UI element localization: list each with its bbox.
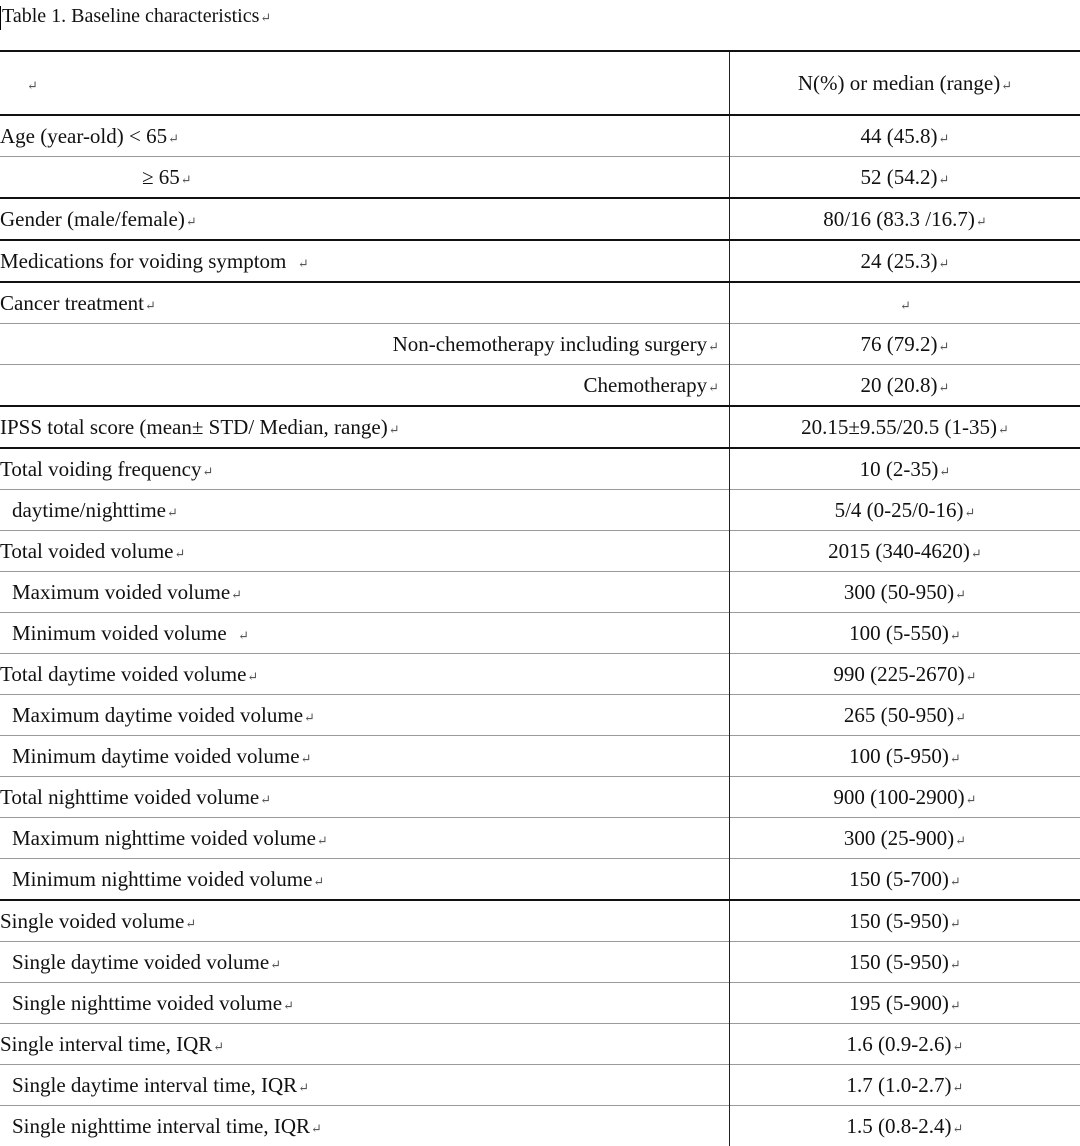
row-label: Maximum nighttime voided volume	[12, 826, 316, 850]
row-value-cell	[730, 777, 1080, 818]
paragraph-mark-icon: ↵	[966, 669, 977, 684]
row-value: 1.6 (0.9-2.6)	[847, 1032, 952, 1056]
row-value-cell	[730, 736, 1080, 777]
paragraph-mark-icon: ↵	[298, 256, 309, 271]
row-label: Maximum voided volume	[12, 580, 230, 604]
paragraph-mark-icon: ↵	[260, 10, 271, 25]
row-label-cell	[0, 613, 730, 654]
row-label-cell	[0, 115, 730, 157]
row-value: 900 (100-2900)	[833, 785, 964, 809]
paragraph-mark-icon: ↵	[998, 422, 1009, 437]
row-label-cell	[0, 859, 730, 901]
caption-text: Table 1. Baseline characteristics	[2, 5, 259, 27]
table-row	[0, 1024, 1080, 1065]
row-value-cell	[730, 198, 1080, 240]
paragraph-mark-icon: ↵	[298, 1080, 309, 1095]
row-label-cell	[0, 531, 730, 572]
table-row	[0, 572, 1080, 613]
row-value-cell	[730, 900, 1080, 942]
row-label: Cancer treatment	[0, 291, 144, 315]
row-label: Non-chemotherapy including surgery	[393, 332, 708, 356]
paragraph-mark-icon: ↵	[955, 833, 966, 848]
row-value: 76 (79.2)	[861, 332, 938, 356]
row-value-cell	[730, 695, 1080, 736]
paragraph-mark-icon: ↵	[953, 1080, 964, 1095]
paragraph-mark-icon: ↵	[939, 131, 950, 146]
row-value: 44 (45.8)	[861, 124, 938, 148]
paragraph-mark-icon: ↵	[27, 78, 38, 93]
row-label-cell	[0, 942, 730, 983]
table-row	[0, 282, 1080, 324]
row-label: Single daytime interval time, IQR	[12, 1073, 297, 1097]
table-row	[0, 448, 1080, 490]
header-label-cell	[0, 51, 730, 115]
row-value: 195 (5-900)	[849, 991, 949, 1015]
paragraph-mark-icon: ↵	[950, 751, 961, 766]
table-row	[0, 1106, 1080, 1146]
row-label-cell	[0, 654, 730, 695]
row-value-cell	[730, 1065, 1080, 1106]
paragraph-mark-icon: ↵	[965, 505, 976, 520]
row-value: 5/4 (0-25/0-16)	[835, 498, 964, 522]
table-header-row	[0, 51, 1080, 115]
paragraph-mark-icon: ↵	[270, 957, 281, 972]
row-value: 80/16 (83.3 /16.7)	[823, 207, 975, 231]
text-cursor	[0, 6, 1, 30]
row-label: Minimum nighttime voided volume	[12, 867, 312, 891]
paragraph-mark-icon: ↵	[313, 874, 324, 889]
row-value: 100 (5-550)	[849, 621, 949, 645]
paragraph-mark-icon: ↵	[238, 628, 249, 643]
table-row	[0, 736, 1080, 777]
row-value: 10 (2-35)	[860, 457, 939, 481]
paragraph-mark-icon: ↵	[939, 380, 950, 395]
row-value-cell	[730, 365, 1080, 407]
paragraph-mark-icon: ↵	[971, 546, 982, 561]
row-label: Gender (male/female)	[0, 207, 185, 231]
paragraph-mark-icon: ↵	[175, 546, 186, 561]
paragraph-mark-icon: ↵	[168, 131, 179, 146]
row-label-cell	[0, 736, 730, 777]
paragraph-mark-icon: ↵	[955, 710, 966, 725]
row-label-cell	[0, 198, 730, 240]
table-row	[0, 983, 1080, 1024]
row-label-cell	[0, 777, 730, 818]
row-value: 150 (5-950)	[849, 909, 949, 933]
row-label-cell	[0, 695, 730, 736]
row-value: 1.7 (1.0-2.7)	[847, 1073, 952, 1097]
row-value: 265 (50-950)	[844, 703, 954, 727]
paragraph-mark-icon: ↵	[950, 957, 961, 972]
row-value: 24 (25.3)	[861, 249, 938, 273]
table-row	[0, 365, 1080, 407]
row-value-cell	[730, 613, 1080, 654]
row-label-cell	[0, 365, 730, 407]
row-value: 1.5 (0.8-2.4)	[847, 1114, 952, 1138]
row-label: Age (year-old) < 65	[0, 124, 167, 148]
paragraph-mark-icon: ↵	[939, 464, 950, 479]
table-row	[0, 406, 1080, 448]
row-label: Total voiding frequency	[0, 457, 201, 481]
row-value-cell	[730, 282, 1080, 324]
table-row	[0, 942, 1080, 983]
paragraph-mark-icon: ↵	[953, 1039, 964, 1054]
table-row	[0, 654, 1080, 695]
paragraph-mark-icon: ↵	[202, 464, 213, 479]
row-value-cell	[730, 324, 1080, 365]
paragraph-mark-icon: ↵	[283, 998, 294, 1013]
row-label: Total daytime voided volume	[0, 662, 246, 686]
row-label-cell	[0, 983, 730, 1024]
row-label-cell	[0, 406, 730, 448]
row-value: 2015 (340-4620)	[828, 539, 970, 563]
paragraph-mark-icon: ↵	[955, 587, 966, 602]
table-row	[0, 157, 1080, 199]
paragraph-mark-icon: ↵	[145, 298, 156, 313]
row-label: Single interval time, IQR	[0, 1032, 212, 1056]
table-row	[0, 531, 1080, 572]
row-label: Chemotherapy	[583, 373, 707, 397]
table-row	[0, 324, 1080, 365]
row-value: 52 (54.2)	[861, 165, 938, 189]
paragraph-mark-icon: ↵	[953, 1121, 964, 1136]
paragraph-mark-icon: ↵	[976, 214, 987, 229]
row-label: Single nighttime interval time, IQR	[12, 1114, 310, 1138]
row-value-cell	[730, 448, 1080, 490]
row-label: Single daytime voided volume	[12, 950, 269, 974]
table-row	[0, 240, 1080, 282]
row-label-cell	[0, 324, 730, 365]
paragraph-mark-icon: ↵	[231, 587, 242, 602]
row-label: Total voided volume	[0, 539, 174, 563]
paragraph-mark-icon: ↵	[186, 214, 197, 229]
table-row	[0, 1065, 1080, 1106]
row-value: 300 (50-950)	[844, 580, 954, 604]
row-label-cell	[0, 1024, 730, 1065]
paragraph-mark-icon: ↵	[900, 298, 911, 313]
row-label-cell	[0, 282, 730, 324]
table-row	[0, 818, 1080, 859]
row-label-cell	[0, 1065, 730, 1106]
table-row	[0, 859, 1080, 901]
row-value-cell	[730, 240, 1080, 282]
paragraph-mark-icon: ↵	[389, 422, 400, 437]
paragraph-mark-icon: ↵	[185, 916, 196, 931]
paragraph-mark-icon: ↵	[301, 751, 312, 766]
row-label: Minimum voided volume	[12, 621, 227, 645]
row-value: 150 (5-950)	[849, 950, 949, 974]
baseline-characteristics-table	[0, 50, 1080, 1146]
row-label-cell	[0, 490, 730, 531]
table-caption	[2, 4, 271, 30]
row-label: Single nighttime voided volume	[12, 991, 282, 1015]
paragraph-mark-icon: ↵	[950, 916, 961, 931]
row-value-cell	[730, 531, 1080, 572]
table-row	[0, 115, 1080, 157]
row-value-cell	[730, 490, 1080, 531]
row-label-cell	[0, 818, 730, 859]
paragraph-mark-icon: ↵	[708, 380, 719, 395]
header-value-text: N(%) or median (range)	[798, 71, 1000, 95]
row-value-cell	[730, 1106, 1080, 1146]
row-value: 100 (5-950)	[849, 744, 949, 768]
row-label: Maximum daytime voided volume	[12, 703, 303, 727]
row-value-cell	[730, 818, 1080, 859]
paragraph-mark-icon: ↵	[939, 339, 950, 354]
paragraph-mark-icon: ↵	[950, 874, 961, 889]
header-value-cell	[730, 51, 1080, 115]
row-value-cell	[730, 157, 1080, 199]
row-label: Total nighttime voided volume	[0, 785, 259, 809]
table-row	[0, 900, 1080, 942]
row-value: 150 (5-700)	[849, 867, 949, 891]
row-value: 20.15±9.55/20.5 (1-35)	[801, 415, 997, 439]
paragraph-mark-icon: ↵	[939, 172, 950, 187]
row-value-cell	[730, 572, 1080, 613]
table-row	[0, 777, 1080, 818]
paragraph-mark-icon: ↵	[260, 792, 271, 807]
paragraph-mark-icon: ↵	[708, 339, 719, 354]
row-label: Medications for voiding symptom	[0, 249, 286, 273]
row-value: 20 (20.8)	[861, 373, 938, 397]
row-label: Minimum daytime voided volume	[12, 744, 300, 768]
row-label: daytime/nighttime	[12, 498, 166, 522]
row-label-cell	[0, 900, 730, 942]
paragraph-mark-icon: ↵	[950, 998, 961, 1013]
row-label: ≥ 65	[142, 165, 180, 189]
row-value-cell	[730, 654, 1080, 695]
paragraph-mark-icon: ↵	[311, 1121, 322, 1136]
table-row	[0, 695, 1080, 736]
paragraph-mark-icon: ↵	[317, 833, 328, 848]
row-value-cell	[730, 115, 1080, 157]
row-label-cell	[0, 157, 730, 199]
row-value-cell	[730, 942, 1080, 983]
row-value-cell	[730, 983, 1080, 1024]
paragraph-mark-icon: ↵	[213, 1039, 224, 1054]
row-value: 300 (25-900)	[844, 826, 954, 850]
row-value-cell	[730, 859, 1080, 901]
paragraph-mark-icon: ↵	[950, 628, 961, 643]
paragraph-mark-icon: ↵	[247, 669, 258, 684]
row-label-cell	[0, 572, 730, 613]
paragraph-mark-icon: ↵	[167, 505, 178, 520]
row-label-cell	[0, 240, 730, 282]
paragraph-mark-icon: ↵	[181, 172, 192, 187]
paragraph-mark-icon: ↵	[939, 256, 950, 271]
table-row	[0, 198, 1080, 240]
row-label-cell	[0, 448, 730, 490]
paragraph-mark-icon: ↵	[966, 792, 977, 807]
paragraph-mark-icon: ↵	[304, 710, 315, 725]
row-label: Single voided volume	[0, 909, 184, 933]
row-value-cell	[730, 1024, 1080, 1065]
row-value: 990 (225-2670)	[833, 662, 964, 686]
paragraph-mark-icon: ↵	[1001, 78, 1012, 93]
table-row	[0, 613, 1080, 654]
row-value-cell	[730, 406, 1080, 448]
row-label-cell	[0, 1106, 730, 1146]
table-row	[0, 490, 1080, 531]
row-label: IPSS total score (mean± STD/ Median, range)	[0, 415, 388, 439]
